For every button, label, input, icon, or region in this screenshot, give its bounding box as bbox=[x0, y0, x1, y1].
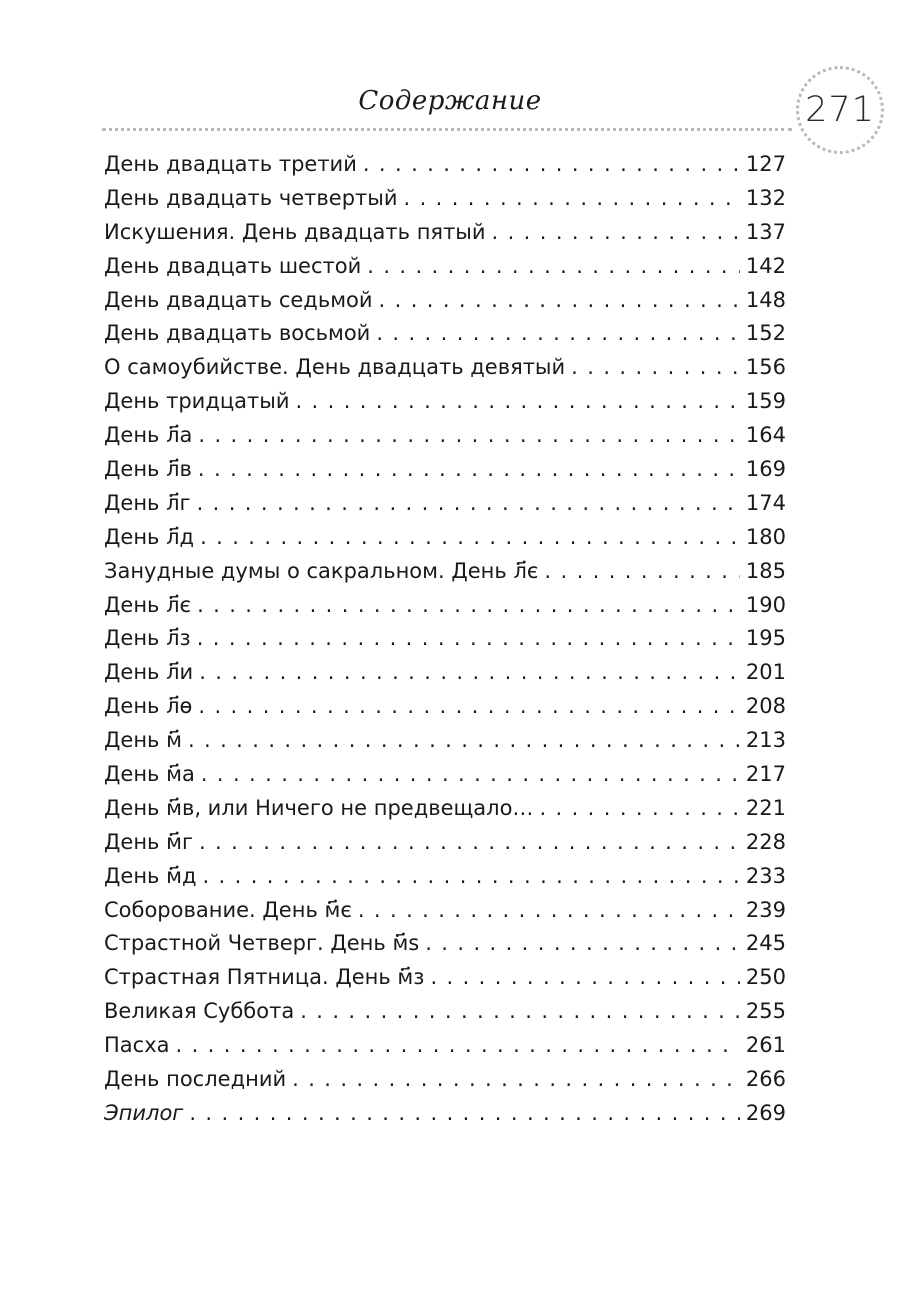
toc-dot-leader bbox=[295, 385, 739, 419]
toc-dot-leader bbox=[200, 521, 740, 555]
toc-entry-page: 185 bbox=[745, 558, 786, 583]
toc-entry-page: 228 bbox=[745, 829, 786, 854]
toc-entry bbox=[104, 589, 786, 623]
toc-entry-page: 132 bbox=[745, 185, 786, 210]
toc-dot-leader bbox=[198, 453, 740, 487]
toc-entry-page: 239 bbox=[745, 897, 786, 922]
toc-dot-leader bbox=[363, 148, 740, 182]
toc-entry-page: 174 bbox=[745, 490, 786, 515]
toc-entry-title: День двадцать четвертый bbox=[104, 185, 398, 210]
toc-entry-page: 190 bbox=[745, 592, 786, 617]
toc-entry-page: 261 bbox=[745, 1033, 786, 1058]
toc-entry-title: О самоубийстве. День двадцать девятый bbox=[104, 355, 566, 380]
toc-entry bbox=[104, 419, 786, 453]
toc-entry bbox=[104, 961, 786, 995]
toc-entry-title: Страстной Четверг. День м҃ѕ bbox=[104, 931, 420, 956]
toc-entry-page: 195 bbox=[745, 626, 786, 651]
toc-entry-title: День тридцатый bbox=[104, 389, 290, 414]
toc-dot-leader bbox=[188, 724, 740, 758]
toc-entry bbox=[104, 182, 786, 216]
toc-dot-leader bbox=[198, 690, 740, 724]
toc-dot-leader bbox=[492, 216, 740, 250]
toc-entry-page: 152 bbox=[745, 321, 786, 346]
toc-entry-title: День л҃ѳ bbox=[104, 694, 193, 719]
toc-entry bbox=[104, 385, 786, 419]
toc-entry bbox=[104, 1029, 786, 1063]
toc-entry-title: День л҃а bbox=[104, 423, 193, 448]
toc-entry-title: День м҃а bbox=[104, 762, 195, 787]
toc-entry-page: 201 bbox=[745, 660, 786, 685]
toc-entry-page: 217 bbox=[745, 762, 786, 787]
toc-dot-leader bbox=[539, 792, 739, 826]
toc-entry-title: День л҃в bbox=[104, 457, 192, 482]
toc-entry-title: День двадцать восьмой bbox=[104, 321, 371, 346]
toc-entry bbox=[104, 995, 786, 1029]
toc-dot-leader bbox=[199, 656, 740, 690]
toc-dot-leader bbox=[176, 1029, 740, 1063]
toc-entry bbox=[104, 792, 786, 826]
toc-entry bbox=[104, 894, 786, 928]
toc-entry-page: 142 bbox=[745, 253, 786, 278]
toc-entry bbox=[104, 250, 786, 284]
toc-entry-page: 180 bbox=[745, 524, 786, 549]
toc-entry-title: День двадцать седьмой bbox=[104, 287, 373, 312]
toc-dot-leader bbox=[189, 1097, 740, 1131]
toc-entry-title: День л҃є bbox=[104, 592, 192, 617]
toc-entry bbox=[104, 656, 786, 690]
toc-entry-title: День м҃г bbox=[104, 829, 193, 854]
toc-entry bbox=[104, 1097, 786, 1131]
toc-entry-title: День м҃д bbox=[104, 863, 197, 888]
toc-entry-title: День л҃з bbox=[104, 626, 191, 651]
toc-entry-title: День м҃ bbox=[104, 728, 182, 753]
toc-dot-leader bbox=[358, 894, 740, 928]
toc-entry bbox=[104, 1063, 786, 1097]
toc-entry bbox=[104, 826, 786, 860]
toc-entry-page: 159 bbox=[745, 389, 786, 414]
toc-entry bbox=[104, 351, 786, 385]
toc-entry-page: 233 bbox=[745, 863, 786, 888]
toc-entry-title: День двадцать третий bbox=[104, 152, 357, 176]
toc-entry-page: 245 bbox=[745, 931, 786, 956]
toc-entry-page: 137 bbox=[745, 219, 786, 244]
page-title: Содержание bbox=[358, 86, 542, 116]
toc-entry-title: День м҃в, или Ничего не предвещало… bbox=[104, 795, 534, 820]
toc-entry-title: Соборование. День м҃є bbox=[104, 897, 352, 922]
page-number: 271 bbox=[805, 90, 875, 130]
toc-dot-leader bbox=[571, 351, 740, 385]
toc-entry-page: 208 bbox=[745, 694, 786, 719]
toc-entry bbox=[104, 521, 786, 555]
toc-dot-leader bbox=[379, 284, 740, 318]
toc-entry-page: 164 bbox=[745, 423, 786, 448]
toc-entry bbox=[104, 555, 786, 589]
toc-entry-page: 213 bbox=[745, 728, 786, 753]
toc-dot-leader bbox=[201, 758, 740, 792]
toc-entry-page: 169 bbox=[745, 457, 786, 482]
toc-entry bbox=[104, 317, 786, 351]
toc-dot-leader bbox=[199, 826, 740, 860]
toc-dot-leader bbox=[197, 589, 740, 623]
toc-entry-page: 269 bbox=[745, 1100, 786, 1125]
toc-entry bbox=[104, 216, 786, 250]
table-of-contents bbox=[104, 148, 786, 1131]
toc-entry bbox=[104, 927, 786, 961]
toc-entry-title: День л҃д bbox=[104, 524, 195, 549]
toc-entry-page: 156 bbox=[745, 355, 786, 380]
toc-dot-leader bbox=[430, 961, 739, 995]
toc-entry-title: Великая Суббота bbox=[104, 999, 295, 1024]
toc-entry bbox=[104, 148, 786, 182]
toc-dot-leader bbox=[197, 622, 740, 656]
toc-dot-leader bbox=[198, 419, 740, 453]
toc-entry-page: 148 bbox=[745, 287, 786, 312]
page-number-circle bbox=[796, 66, 884, 154]
toc-entry-page: 127 bbox=[745, 152, 786, 176]
header-dotted-rule bbox=[102, 128, 792, 131]
toc-entry-page: 255 bbox=[745, 999, 786, 1024]
toc-entry bbox=[104, 690, 786, 724]
toc-entry-title: День последний bbox=[104, 1067, 287, 1092]
toc-entry-title: Страстная Пятница. День м҃з bbox=[104, 965, 425, 990]
toc-dot-leader bbox=[197, 487, 740, 521]
toc-entry-title: Эпилог bbox=[104, 1100, 184, 1125]
toc-entry-title: Искушения. День двадцать пятый bbox=[104, 219, 486, 244]
toc-dot-leader bbox=[367, 250, 740, 284]
toc-dot-leader bbox=[376, 317, 740, 351]
toc-entry bbox=[104, 284, 786, 318]
toc-dot-leader bbox=[292, 1063, 740, 1097]
toc-entry bbox=[104, 453, 786, 487]
toc-dot-leader bbox=[300, 995, 740, 1029]
toc-entry bbox=[104, 622, 786, 656]
toc-dot-leader bbox=[202, 860, 739, 894]
toc-entry-title: Занудные думы о сакральном. День л҃є bbox=[104, 558, 539, 583]
toc-dot-leader bbox=[544, 555, 739, 589]
toc-entry bbox=[104, 487, 786, 521]
toc-entry-page: 250 bbox=[745, 965, 786, 990]
toc-entry bbox=[104, 860, 786, 894]
toc-entry-page: 221 bbox=[745, 795, 786, 820]
toc-dot-leader bbox=[404, 182, 740, 216]
toc-entry-title: День двадцать шестой bbox=[104, 253, 362, 278]
toc-dot-leader bbox=[425, 927, 740, 961]
toc-entry-page: 266 bbox=[745, 1067, 786, 1092]
toc-entry bbox=[104, 724, 786, 758]
toc-entry bbox=[104, 758, 786, 792]
toc-entry-title: День л҃и bbox=[104, 660, 194, 685]
toc-entry-title: Пасха bbox=[104, 1033, 170, 1058]
toc-entry-title: День л҃г bbox=[104, 490, 191, 515]
